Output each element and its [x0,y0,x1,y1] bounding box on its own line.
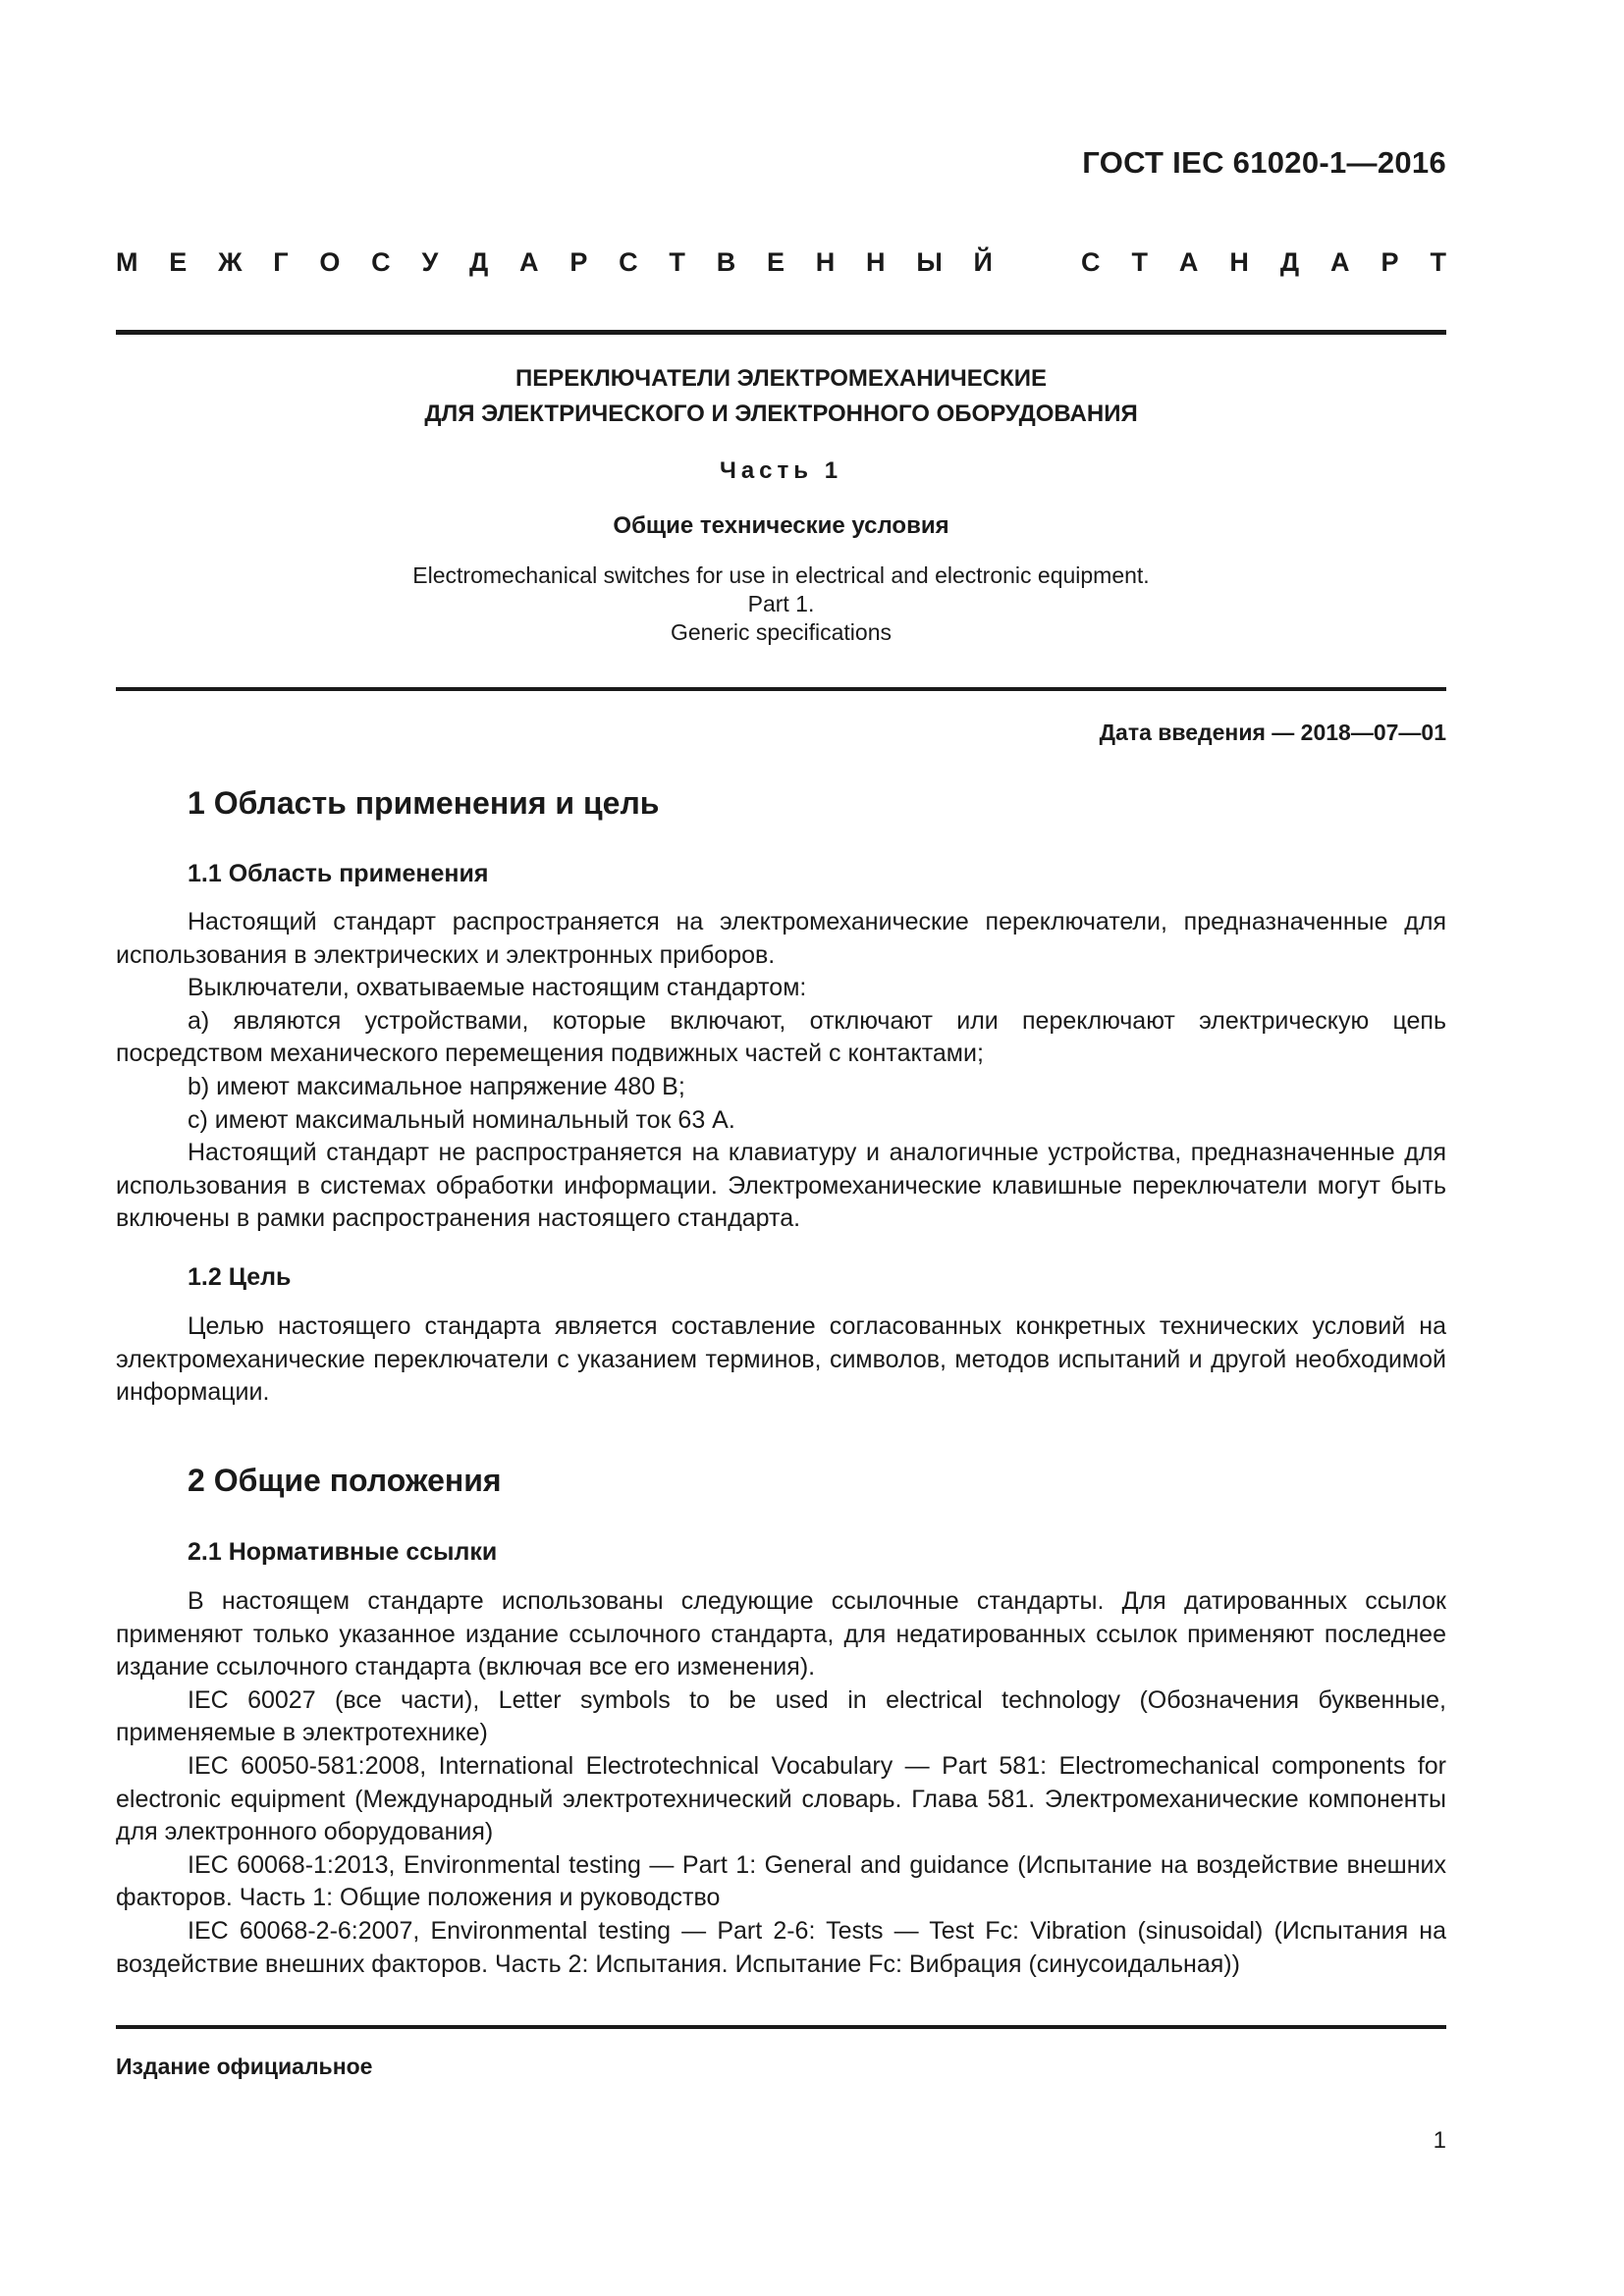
reference-item: IEC 60050-581:2008, International Electrotechnical Vocabulary — Part 581: Electromechanical components for electronic equipment (Международный электротехнический словарь. Глава 581. Электромеханические компоненты для электронного оборудования) [116,1751,1446,1846]
middle-divider [116,687,1446,691]
paragraph: В настоящем стандарте использованы следующие ссылочные стандарты. Для датированных ссылок применяют только указанное издание ссылочного стандарта, для недатированных ссылок применяют последнее издание ссылочного стандарта (включая все его изменения). [116,1587,1446,1682]
paragraph: Выключатели, охватываемые настоящим стандартом: [188,974,807,1002]
document-code: ГОСТ IEC 61020-1—2016 [1082,145,1446,180]
reference-item: IEC 60027 (все части), Letter symbols to be used in electrical technology (Обозначения буквенные, применяемые в электротехнике) [116,1685,1446,1747]
english-title-line-2: Part 1. [747,591,815,616]
title-line-1: ПЕРЕКЛЮЧАТЕЛИ ЭЛЕКТРОМЕХАНИЧЕСКИЕ [515,365,1047,392]
section-1-2 [116,1261,1446,1295]
section-2-1-body [116,1585,1446,1981]
section-1-1-heading: 1.1 Область применения [188,860,489,887]
section-1-2-heading: 1.2 Цель [188,1263,292,1291]
part-label: Часть 1 [719,457,843,484]
section-2-1-heading: 2.1 Нормативные ссылки [188,1538,498,1566]
section-1-heading: 1 Область применения и цель [188,785,660,821]
paragraph: Настоящий стандарт не распространяется на клавиатуру и аналогичные устройства, предназначенные для использования в системах обработки информации. Электромеханические клавишные переключатели могут быть включены в рамки распространения настоящего стандарта. [116,1139,1446,1233]
introduction-date: Дата введения — 2018—07—01 [1099,720,1446,745]
paragraph: Настоящий стандарт распространяется на электромеханические переключатели, предназначенные для использования в электрических и электронных приборов. [116,908,1446,969]
reference-item: IEC 60068-2-6:2007, Environmental testing — Part 2-6: Tests — Test Fc: Vibration (sinusoidal) (Испытания на воздействие внешних факторов. Часть 2: Испытания. Испытание Fc: Вибрация (синусоидальная)) [116,1916,1446,1978]
page-number: 1 [1433,2127,1446,2154]
top-divider [116,330,1446,335]
paragraph: Целью настоящего стандарта является составление согласованных конкретных технических условий на электромеханические переключатели с указанием терминов, символов, методов испытаний и другой необходимой информации. [116,1312,1446,1407]
english-title-line-3: Generic specifications [671,619,892,645]
english-title [116,561,1446,647]
english-title-line-1: Electromechanical switches for use in electrical and electronic equipment. [412,562,1150,588]
section-1-2-body [116,1310,1446,1410]
interstate-standard-banner [116,247,1446,278]
title-line-2: ДЛЯ ЭЛЕКТРИЧЕСКОГО И ЭЛЕКТРОННОГО ОБОРУДОВАНИЯ [424,400,1138,427]
standard-word: С Т А Н Д А Р Т [1081,247,1446,277]
subtitle: Общие технические условия [613,512,949,539]
reference-item: IEC 60068-1:2013, Environmental testing — Part 1: General and guidance (Испытание на воздействие внешних факторов. Часть 1: Общие положения и руководство [116,1850,1446,1912]
edition-label: Издание официальное [116,2054,373,2079]
section-2-1 [116,1536,1446,1570]
interstate-word: М Е Ж Г О С У Д А Р С Т В Е Н Н Ы Й [116,247,993,277]
list-item: b) имеют максимальное напряжение 480 В; [188,1072,685,1100]
section-2-heading: 2 Общие положения [188,1463,502,1498]
bottom-divider [116,2025,1446,2029]
title-block [116,361,1446,647]
list-item: а) являются устройствами, которые включают, отключают или переключают электрическую цепь посредством механического перемещения подвижных частей с контактами; [116,1006,1446,1068]
section-2 [116,1465,1446,1498]
section-1 [116,787,1446,821]
list-item: с) имеют максимальный номинальный ток 63 А. [188,1105,735,1134]
section-1-1-body [116,906,1446,1236]
section-1-1 [116,858,1446,891]
